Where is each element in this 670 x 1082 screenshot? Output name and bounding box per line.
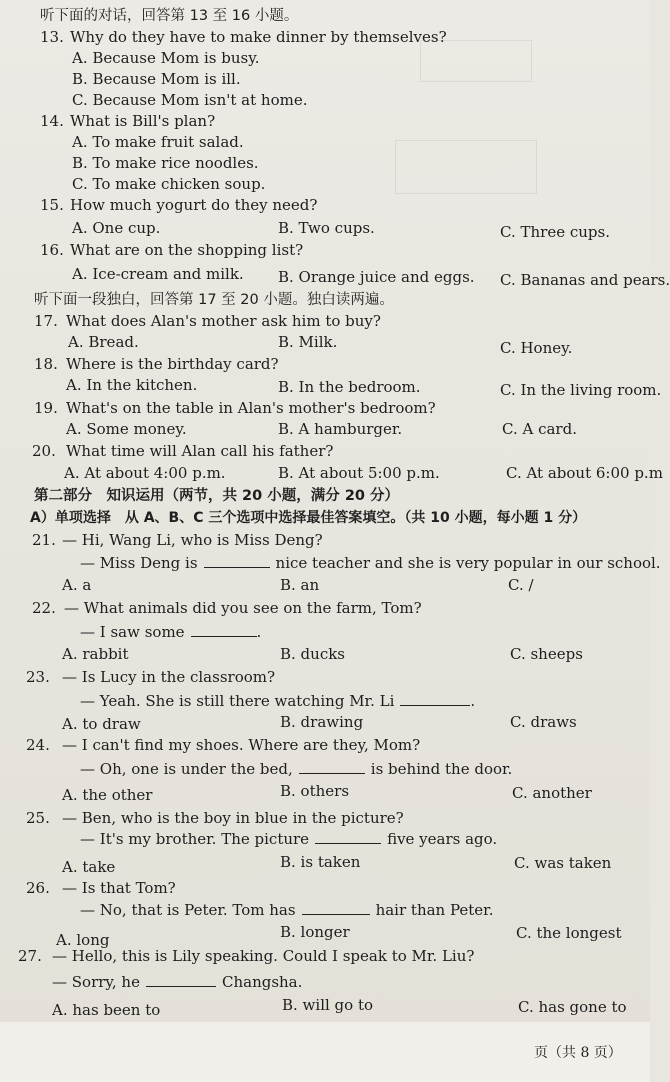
option-26-a[interactable]: A. long	[56, 931, 110, 949]
option-27-c[interactable]: C. has gone to	[518, 998, 627, 1016]
q24-dialogue-line-2	[80, 758, 512, 779]
option-27-a[interactable]: A. has been to	[52, 1001, 161, 1019]
question-number: 25.	[26, 809, 50, 827]
question-text: Where is the birthday card?	[66, 355, 279, 373]
page-number-footer: 页（共 8 页）	[534, 1045, 622, 1061]
option-24-b[interactable]: B. others	[280, 782, 350, 800]
dialogue-text: — Sorry, he	[52, 973, 140, 991]
option-21-c[interactable]: C. /	[508, 576, 534, 594]
dialogue-line-1: — Hi, Wang Li, who is Miss Deng?	[62, 531, 323, 549]
question-text: Why do they have to make dinner by themselves?	[70, 28, 447, 46]
q25-dialogue-line-2	[80, 828, 497, 849]
option-15-c[interactable]: C. Three cups.	[500, 223, 610, 241]
answer-blank[interactable]	[191, 621, 257, 637]
question-number: 14.	[40, 112, 64, 130]
option-15-b[interactable]: B. Two cups.	[278, 219, 375, 237]
part-2-heading: 第二部分 知识运用（两节，共 20 小题，满分 20 分）	[34, 488, 400, 504]
dialogue-text: — Yeah. She is still there watching Mr. Li	[80, 692, 395, 710]
dialogue-line-1: — Ben, who is the boy in blue in the picture?	[62, 809, 404, 827]
answer-blank[interactable]	[299, 758, 365, 774]
question-text: How much yogurt do they need?	[70, 196, 318, 214]
q27-dialogue-line-2	[52, 971, 302, 992]
option-20-a[interactable]: A. At about 4:00 p.m.	[64, 464, 226, 482]
question-number: 27.	[18, 947, 42, 965]
option-text: A. To make fruit salad.	[72, 133, 244, 151]
option-19-b[interactable]: B. A hamburger.	[278, 420, 403, 438]
option-text: B. To make rice noodles.	[72, 154, 259, 172]
answer-blank[interactable]	[146, 971, 216, 987]
answer-blank[interactable]	[204, 552, 270, 568]
dialogue-line-1: — I can't find my shoes. Where are they, Mom?	[62, 736, 421, 754]
dialogue-line-1: — Is that Tom?	[62, 879, 176, 897]
question-number: 24.	[26, 736, 50, 754]
section-heading-listening-13-16: 听下面的对话，回答第 13 至 16 小题。	[40, 8, 299, 24]
option-17-b[interactable]: B. Milk.	[278, 333, 338, 351]
q26-dialogue-line-2	[80, 899, 493, 920]
dialogue-text: nice teacher and she is very popular in our school.	[275, 554, 661, 572]
option-26-c[interactable]: C. the longest	[516, 924, 622, 942]
question-text: What are on the shopping list?	[70, 241, 304, 259]
option-19-a[interactable]: A. Some money.	[66, 420, 187, 438]
option-24-a[interactable]: A. the other	[62, 786, 153, 804]
option-22-b[interactable]: B. ducks	[280, 645, 346, 663]
answer-blank[interactable]	[302, 899, 370, 915]
dialogue-text: — I saw some	[80, 623, 185, 641]
question-number: 19.	[34, 399, 58, 417]
option-20-b[interactable]: B. At about 5:00 p.m.	[278, 464, 440, 482]
option-17-a[interactable]: A. Bread.	[68, 333, 139, 351]
part-2-section-a-heading: A）单项选择 从 A、B、C 三个选项中选择最佳答案填空。（共 10 小题，每小题 1 分）	[30, 510, 587, 526]
option-25-a[interactable]: A. take	[62, 858, 116, 876]
dialogue-line-1: — Is Lucy in the classroom?	[62, 668, 276, 686]
option-text: C. To make chicken soup.	[72, 175, 266, 193]
option-23-c[interactable]: C. draws	[510, 713, 577, 731]
question-number: 22.	[32, 599, 56, 617]
question-number: 16.	[40, 241, 64, 259]
dialogue-text: — Miss Deng is	[80, 554, 198, 572]
question-number: 21.	[32, 531, 56, 549]
q23-dialogue-line-2	[80, 690, 475, 711]
option-22-c[interactable]: C. sheeps	[510, 645, 583, 663]
dialogue-text: is behind the door.	[370, 760, 513, 778]
question-number: 20.	[32, 442, 56, 460]
option-21-b[interactable]: B. an	[280, 576, 320, 594]
question-text: What time will Alan call his father?	[66, 442, 334, 460]
q21-dialogue-line-2	[80, 552, 661, 573]
dialogue-text: five years ago.	[387, 830, 498, 848]
question-number: 26.	[26, 879, 50, 897]
question-number: 13.	[40, 28, 64, 46]
option-22-a[interactable]: A. rabbit	[62, 645, 129, 663]
option-18-a[interactable]: A. In the kitchen.	[66, 376, 198, 394]
option-text: A. Because Mom is busy.	[72, 49, 260, 67]
dialogue-text: hair than Peter.	[375, 901, 494, 919]
dialogue-text: — It's my brother. The picture	[80, 830, 310, 848]
section-heading-listening-17-20: 听下面一段独白，回答第 17 至 20 小题。独白读两遍。	[34, 292, 394, 308]
bleed-through-box	[395, 140, 537, 194]
option-20-c[interactable]: C. At about 6:00 p.m	[506, 464, 663, 482]
answer-blank[interactable]	[400, 690, 470, 706]
question-text: What's on the table in Alan's mother's bedroom?	[66, 399, 436, 417]
option-18-c[interactable]: C. In the living room.	[500, 381, 662, 399]
dialogue-text: .	[470, 692, 476, 710]
answer-blank[interactable]	[315, 828, 381, 844]
option-19-c[interactable]: C. A card.	[502, 420, 577, 438]
dialogue-line-1: — Hello, this is Lily speaking. Could I speak to Mr. Liu?	[52, 947, 475, 965]
dialogue-text: .	[256, 623, 262, 641]
question-number: 18.	[34, 355, 58, 373]
option-24-c[interactable]: C. another	[512, 784, 592, 802]
question-number: 17.	[34, 312, 58, 330]
option-15-a[interactable]: A. One cup.	[72, 219, 161, 237]
option-25-b[interactable]: B. is taken	[280, 853, 361, 871]
question-text: What does Alan's mother ask him to buy?	[66, 312, 381, 330]
option-text: C. Because Mom isn't at home.	[72, 91, 308, 109]
question-number: 15.	[40, 196, 64, 214]
option-17-c[interactable]: C. Honey.	[500, 339, 573, 357]
dialogue-text: Changsha.	[221, 973, 303, 991]
option-16-c[interactable]: C. Bananas and pears.	[500, 271, 670, 289]
option-23-a[interactable]: A. to draw	[62, 715, 141, 733]
dialogue-text: — No, that is Peter. Tom has	[80, 901, 296, 919]
option-16-b[interactable]: B. Orange juice and eggs.	[278, 268, 475, 286]
option-text: B. Because Mom is ill.	[72, 70, 241, 88]
question-text: What is Bill's plan?	[70, 112, 216, 130]
option-26-b[interactable]: B. longer	[280, 923, 350, 941]
q22-dialogue-line-2	[80, 621, 261, 642]
question-number: 23.	[26, 668, 50, 686]
option-23-b[interactable]: B. drawing	[280, 713, 364, 731]
option-18-b[interactable]: B. In the bedroom.	[278, 378, 421, 396]
option-25-c[interactable]: C. was taken	[514, 854, 612, 872]
dialogue-text: — Oh, one is under the bed,	[80, 760, 293, 778]
option-21-a[interactable]: A. a	[62, 576, 92, 594]
option-27-b[interactable]: B. will go to	[282, 996, 374, 1014]
dialogue-line-1: — What animals did you see on the farm, Tom?	[64, 599, 422, 617]
option-16-a[interactable]: A. Ice-cream and milk.	[72, 265, 244, 283]
